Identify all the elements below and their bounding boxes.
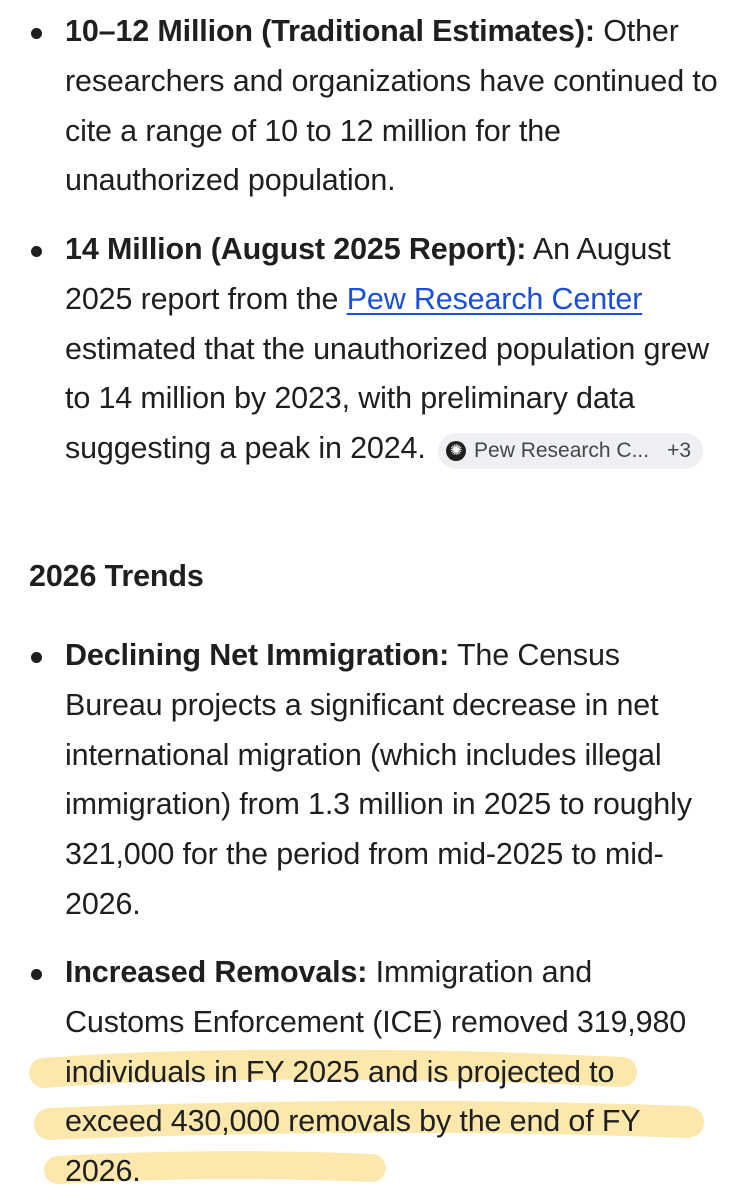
source-chip-more-count: +3 [667, 439, 692, 463]
bullet-text-after-link: estimated that the unauthorized population grew to 14 million by 2023, with preliminary data suggesting a peak in 2024. [65, 331, 710, 466]
bullet-declining-net-immigration [0, 631, 738, 930]
bullet-lead: Increased Removals: [65, 955, 368, 989]
bullet-increased-removals [0, 948, 738, 1197]
bullet-lead: 14 Million (August 2025 Report): [65, 232, 527, 266]
bullet-lead: 10–12 Million (Traditional Estimates): [65, 14, 595, 48]
pew-logo-icon: ✺ [446, 441, 466, 461]
bullet-lead: Declining Net Immigration: [65, 638, 450, 672]
bullet-text: Other researchers and organizations have continued to cite a range of 10 to 12 million for the unauthorized population. [65, 14, 718, 198]
pew-research-center-link[interactable]: Pew Research Center [346, 281, 643, 316]
bullet-text: Immigration and Customs Enforcement (ICE) removed 319,980 individuals in FY 2025 and is projected to exceed 430,000 removals by the end of FY 2026. [65, 955, 687, 1189]
source-chip-label: Pew Research C... [474, 439, 650, 463]
bullet-august-2025-report [0, 225, 738, 474]
bullet-text-before-link: An August 2025 report from the [65, 232, 671, 316]
bullet-traditional-estimates [0, 7, 738, 206]
source-chip[interactable] [438, 433, 703, 469]
bullet-text: The Census Bureau projects a significant decrease in net international migration (which includes illegal immigration) from 1.3 million in 2025 to roughly 321,000 for the period from mid-2025 to mid-2026. [65, 638, 692, 921]
section-heading: 2026 Trends [29, 559, 204, 593]
